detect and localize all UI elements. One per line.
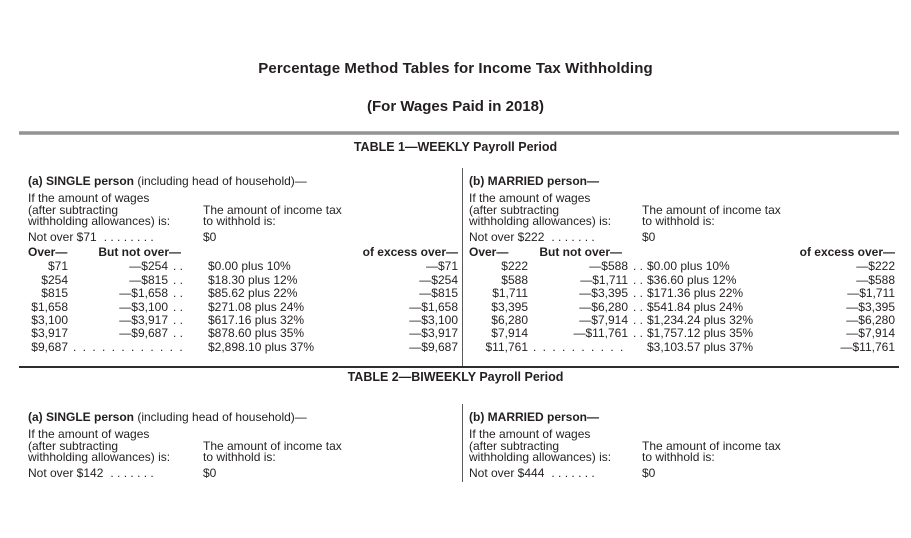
but-not-over-cell: —$1,658 — [119, 286, 168, 301]
not-over-amount: $0 — [203, 465, 217, 480]
excess-cell: —$3,100 — [409, 312, 458, 327]
amount-cell: $878.60 plus 35% — [208, 326, 305, 341]
not-over-line — [463, 467, 899, 480]
but-not-over-cell: —$7,914 — [579, 312, 628, 327]
table-row — [19, 327, 462, 340]
amount-cell: $0.00 plus 10% — [647, 259, 730, 274]
table-row — [19, 260, 462, 273]
dot-leader: . . — [173, 312, 184, 327]
table1-title: TABLE 1—WEEKLY Payroll Period — [353, 140, 558, 154]
amount-cell: $617.16 plus 32% — [208, 312, 305, 327]
not-over-amount: $0 — [642, 229, 656, 244]
over-header: Over— — [469, 245, 509, 260]
table1-married-section — [462, 168, 899, 366]
bracket-rows — [19, 260, 462, 354]
but-not-over-cell: —$3,917 — [119, 312, 168, 327]
dot-leader: . . — [633, 259, 644, 274]
not-over-amount: $0 — [203, 229, 217, 244]
section-column-labels — [463, 429, 899, 464]
not-over-line — [19, 467, 462, 480]
amount-cell: $3,103.57 plus 37% — [647, 339, 754, 354]
amount-cell: $1,757.12 plus 35% — [647, 326, 754, 341]
table2-married-section — [462, 404, 899, 482]
dot-leader: . . — [633, 272, 644, 287]
excess-cell: —$222 — [856, 259, 895, 274]
over-cell: $71 — [47, 259, 68, 274]
but-not-over-header: But not over— — [539, 245, 623, 260]
but-not-over-cell: —$3,100 — [119, 299, 168, 314]
not-over-label: Not over $142 — [28, 465, 104, 480]
excess-header: of excess over— — [362, 245, 458, 260]
but-not-over-cell: —$588 — [589, 259, 628, 274]
doc-subtitle: (For Wages Paid in 2018) — [367, 98, 544, 115]
dot-leader: . . . . . . . — [110, 465, 154, 480]
table2-single-section — [19, 404, 462, 482]
column-header-row — [19, 246, 462, 259]
over-cell: $6,280 — [491, 312, 528, 327]
section-column-labels — [19, 193, 462, 228]
dot-leader: . . . . . . . — [551, 465, 595, 480]
dot-leader: . . . . . . . . — [103, 229, 154, 244]
not-over-label: Not over $222 — [469, 229, 545, 244]
dot-leader: . . — [633, 326, 644, 341]
over-cell: $222 — [501, 259, 528, 274]
but-not-over-cell: —$815 — [129, 272, 168, 287]
over-cell: $254 — [41, 272, 68, 287]
over-cell: $3,395 — [491, 299, 528, 314]
excess-cell: —$6,280 — [846, 312, 895, 327]
but-not-over-cell: —$6,280 — [579, 299, 628, 314]
but-not-over-cell: —$3,395 — [579, 286, 628, 301]
table-row — [463, 327, 899, 340]
top-rule — [19, 131, 899, 135]
wages-label-line1: If the amount of wages — [28, 427, 150, 441]
excess-cell: —$11,761 — [840, 339, 895, 354]
excess-cell: —$588 — [856, 272, 895, 287]
dot-leader: . . — [173, 259, 184, 274]
section-column-labels — [463, 193, 899, 228]
excess-cell: —$3,395 — [846, 299, 895, 314]
amount-cell: $1,234.24 plus 32% — [647, 312, 754, 327]
tax-label — [203, 438, 342, 465]
tax-label-line2: to withhold is: — [203, 450, 276, 465]
table-row — [463, 314, 899, 327]
dot-leader: . . — [173, 299, 184, 314]
wages-label-line2: (after subtracting — [469, 202, 560, 217]
dot-leader: . . — [173, 326, 184, 341]
dot-leader: . . — [173, 286, 184, 301]
tax-label-line2: to withhold is: — [642, 214, 715, 229]
amount-cell: $541.84 plus 24% — [647, 299, 744, 314]
dot-leader: . . . . . . . — [551, 229, 595, 244]
tax-label — [203, 202, 342, 229]
section-heading — [19, 411, 462, 424]
section-column-labels — [19, 429, 462, 464]
dot-leader: . . — [633, 286, 644, 301]
wages-label-line3: withholding allowances) is: — [28, 450, 171, 465]
but-not-over-cell: —$254 — [129, 259, 168, 274]
over-cell: $9,687 — [31, 339, 68, 354]
over-cell: $3,917 — [31, 326, 68, 341]
not-over-label: Not over $444 — [469, 465, 545, 480]
tax-label-line1: The amount of income tax — [203, 438, 342, 453]
table-row — [19, 274, 462, 287]
excess-cell: —$815 — [419, 286, 458, 301]
section-heading-rest: (including head of household)— — [134, 174, 307, 188]
tax-label-line2: to withhold is: — [642, 450, 715, 465]
not-over-line — [463, 231, 899, 244]
dot-leader: . . — [173, 272, 184, 287]
excess-cell: —$71 — [425, 259, 458, 274]
dot-leader: . . . . . . . . . . — [533, 339, 624, 354]
over-header: Over— — [28, 245, 68, 260]
section-heading-bold: (b) MARRIED person— — [469, 174, 599, 188]
excess-cell: —$1,711 — [847, 286, 895, 301]
section-heading-bold: (a) SINGLE person — [28, 410, 135, 424]
wages-label-line2: (after subtracting — [28, 202, 119, 217]
table-row — [19, 287, 462, 300]
table-row — [19, 314, 462, 327]
over-cell: $588 — [501, 272, 528, 287]
section-heading — [463, 175, 899, 188]
table-row — [463, 287, 899, 300]
table-row — [463, 341, 899, 354]
section-heading-bold: (a) SINGLE person — [28, 174, 135, 188]
dot-leader: . . . . . . . . . . . . — [73, 339, 183, 354]
but-not-over-cell: —$11,761 — [573, 326, 628, 341]
tax-label-line1: The amount of income tax — [642, 438, 781, 453]
dot-leader: . . — [633, 299, 644, 314]
table2-title: TABLE 2—BIWEEKLY Payroll Period — [347, 370, 564, 384]
amount-cell: $85.62 plus 22% — [208, 286, 298, 301]
over-cell: $11,761 — [485, 339, 528, 354]
wages-label-line1: If the amount of wages — [469, 191, 591, 205]
over-cell: $1,711 — [492, 286, 528, 301]
tax-label-line1: The amount of income tax — [642, 202, 781, 217]
wages-label-line3: withholding allowances) is: — [469, 450, 612, 465]
table-row — [19, 301, 462, 314]
tax-label — [642, 202, 781, 229]
amount-cell: $0.00 plus 10% — [208, 259, 291, 274]
wages-label-line2: (after subtracting — [28, 438, 119, 453]
table-row — [463, 260, 899, 273]
table1-single-section — [19, 168, 462, 366]
bracket-rows — [463, 260, 899, 354]
tax-label — [642, 438, 781, 465]
tax-label-line1: The amount of income tax — [203, 202, 342, 217]
excess-cell: —$7,914 — [846, 326, 895, 341]
wages-label-line1: If the amount of wages — [469, 427, 591, 441]
weekly-table — [19, 168, 899, 368]
dot-leader: . . — [633, 312, 644, 327]
over-cell: $3,100 — [31, 312, 68, 327]
not-over-amount: $0 — [642, 465, 656, 480]
amount-cell: $271.08 plus 24% — [208, 299, 305, 314]
amount-cell: $36.60 plus 12% — [647, 272, 737, 287]
but-not-over-cell: —$1,711 — [580, 272, 628, 287]
section-heading — [463, 411, 899, 424]
over-cell: $1,658 — [31, 299, 68, 314]
not-over-line — [19, 231, 462, 244]
wages-label-line3: withholding allowances) is: — [469, 214, 612, 229]
section-heading-rest: (including head of household)— — [134, 410, 307, 424]
amount-cell: $18.30 plus 12% — [208, 272, 298, 287]
section-heading-bold: (b) MARRIED person— — [469, 410, 599, 424]
column-header-row — [463, 246, 899, 259]
excess-header: of excess over— — [799, 245, 895, 260]
biweekly-table — [19, 404, 899, 482]
excess-cell: —$1,658 — [409, 299, 458, 314]
tax-label-line2: to withhold is: — [203, 214, 276, 229]
over-cell: $815 — [41, 286, 68, 301]
not-over-label: Not over $71 — [28, 229, 97, 244]
wages-label-line1: If the amount of wages — [28, 191, 150, 205]
table-row — [463, 301, 899, 314]
wages-label-line3: withholding allowances) is: — [28, 214, 171, 229]
wages-label-line2: (after subtracting — [469, 438, 560, 453]
amount-cell: $2,898.10 plus 37% — [208, 339, 315, 354]
table-row — [463, 274, 899, 287]
doc-title: Percentage Method Tables for Income Tax Withholding — [258, 60, 653, 77]
amount-cell: $171.36 plus 22% — [647, 286, 744, 301]
but-not-over-cell: —$9,687 — [119, 326, 168, 341]
table-row — [19, 341, 462, 354]
over-cell: $7,914 — [491, 326, 528, 341]
section-heading — [19, 175, 462, 188]
but-not-over-header: But not over— — [98, 245, 182, 260]
excess-cell: —$3,917 — [409, 326, 458, 341]
excess-cell: —$254 — [419, 272, 458, 287]
excess-cell: —$9,687 — [409, 339, 458, 354]
